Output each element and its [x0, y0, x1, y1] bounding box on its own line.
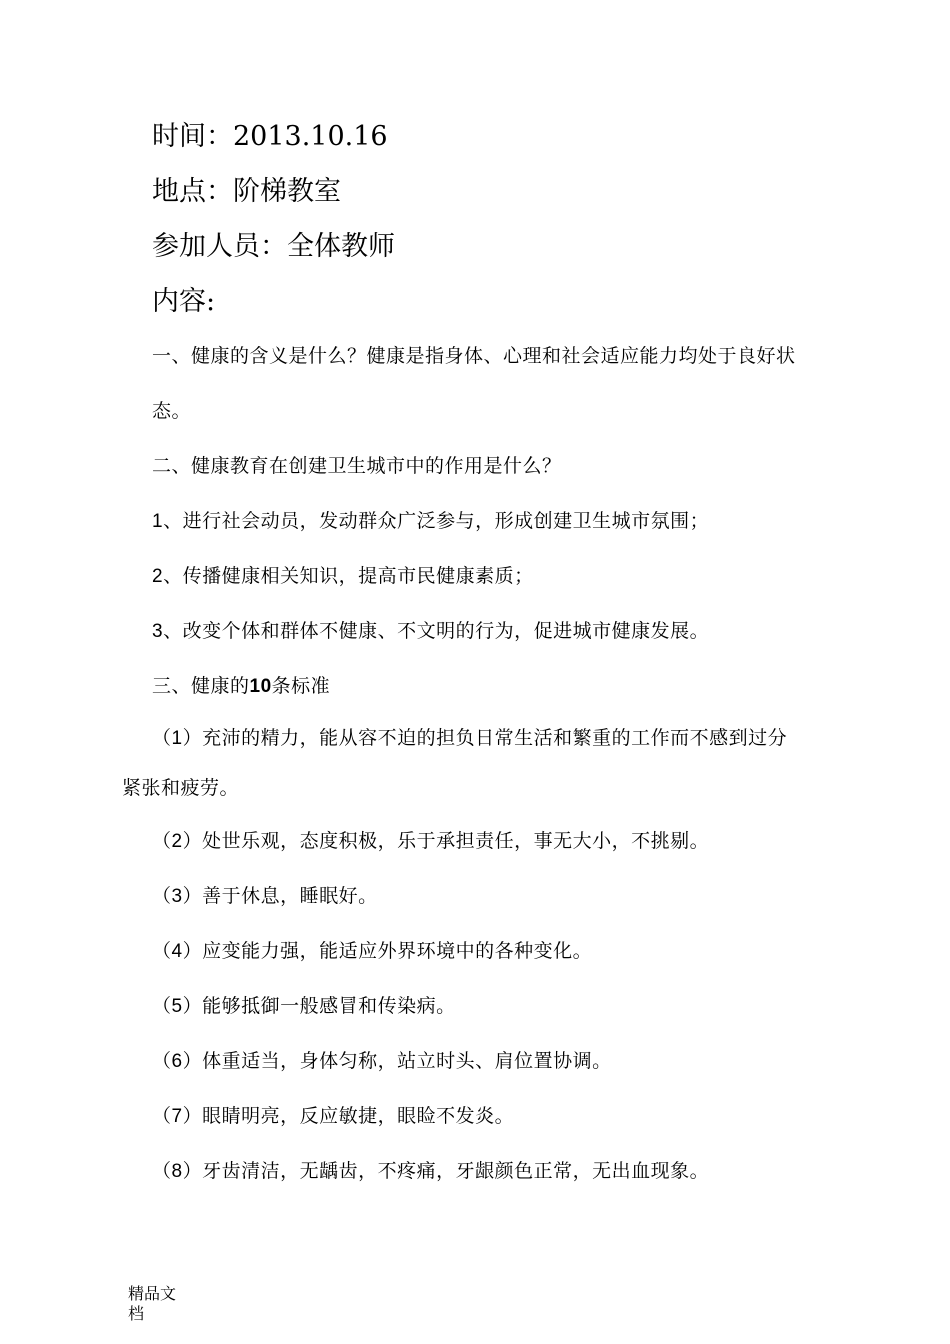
paren-close: ） — [182, 830, 203, 852]
standard-text: 充沛的精力，能从容不迫的担负日常生活和繁重的工作而不感到过分 — [202, 727, 788, 749]
heading-prefix: 三、健康的 — [152, 675, 250, 697]
footer-watermark: 精品文档 — [128, 1284, 177, 1323]
content-label: 内容: — [152, 286, 216, 317]
list-item-number: 1 — [152, 511, 164, 532]
standard-number: 4 — [171, 941, 183, 962]
paren-close: ） — [182, 940, 203, 962]
standard-number: 5 — [171, 996, 183, 1017]
paren-close: ） — [182, 1050, 203, 1072]
paren-open: （ — [152, 940, 172, 962]
standard-text: 体重适当，身体匀称，站立时头、肩位置协调。 — [202, 1050, 612, 1072]
paren-close: ） — [182, 1160, 203, 1182]
list-item-text: 、进行社会动员，发动群众广泛参与，形成创建卫生城市氛围； — [163, 510, 710, 532]
standard-text: 牙齿清洁，无龋齿，不疼痛，牙龈颜色正常，无出血现象。 — [202, 1160, 710, 1182]
list-item-number: 3 — [152, 621, 164, 642]
list-item — [152, 508, 709, 535]
question-3-heading — [152, 673, 330, 700]
standard-item — [152, 1103, 514, 1130]
heading-suffix: 条标准 — [271, 675, 331, 697]
standard-number: 6 — [171, 1051, 183, 1072]
standard-number: 3 — [171, 886, 183, 907]
paren-close: ） — [182, 995, 203, 1017]
list-item-number: 2 — [152, 566, 164, 587]
paren-open: （ — [152, 830, 172, 852]
standard-number: 7 — [171, 1106, 183, 1127]
standard-item — [152, 725, 787, 752]
standard-number: 2 — [171, 831, 183, 852]
list-item-text: 、改变个体和群体不健康、不文明的行为，促进城市健康发展。 — [163, 620, 710, 642]
paren-close: ） — [182, 885, 203, 907]
list-item — [152, 563, 534, 590]
standard-item — [152, 1048, 612, 1075]
meeting-place: 地点：阶梯教室 — [152, 176, 341, 207]
standard-item — [152, 1158, 709, 1185]
list-item-text: 、传播健康相关知识，提高市民健康素质； — [163, 565, 534, 587]
paren-open: （ — [152, 995, 172, 1017]
question-1-line-1: 一、健康的含义是什么？健康是指身体、心理和社会适应能力均处于良好状 — [152, 345, 796, 367]
standard-item — [152, 938, 592, 965]
heading-number: 10 — [249, 676, 272, 697]
paren-open: （ — [152, 1160, 172, 1182]
standard-number: 8 — [171, 1161, 183, 1182]
standard-text: 处世乐观，态度积极，乐于承担责任，事无大小，不挑剔。 — [202, 830, 710, 852]
paren-open: （ — [152, 1105, 172, 1127]
standard-item-continuation: 紧张和疲劳。 — [122, 777, 240, 799]
standard-text: 善于休息，睡眠好。 — [202, 885, 378, 907]
list-item — [152, 618, 709, 645]
standard-number: 1 — [171, 728, 183, 749]
standard-text: 眼睛明亮，反应敏捷，眼睑不发炎。 — [202, 1105, 515, 1127]
question-1-line-2: 态。 — [152, 400, 192, 422]
standard-item — [152, 993, 456, 1020]
paren-open: （ — [152, 1050, 172, 1072]
paren-open: （ — [152, 727, 172, 749]
standard-item — [152, 883, 378, 910]
standard-text: 应变能力强，能适应外界环境中的各种变化。 — [202, 940, 593, 962]
meeting-participants: 参加人员：全体教师 — [152, 231, 395, 262]
paren-close: ） — [182, 1105, 203, 1127]
paren-close: ） — [182, 727, 203, 749]
paren-open: （ — [152, 885, 172, 907]
standard-text: 能够抵御一般感冒和传染病。 — [202, 995, 456, 1017]
question-2-heading: 二、健康教育在创建卫生城市中的作用是什么？ — [152, 455, 562, 477]
standard-item — [152, 828, 709, 855]
meeting-time: 时间：2013.10.16 — [152, 121, 388, 152]
